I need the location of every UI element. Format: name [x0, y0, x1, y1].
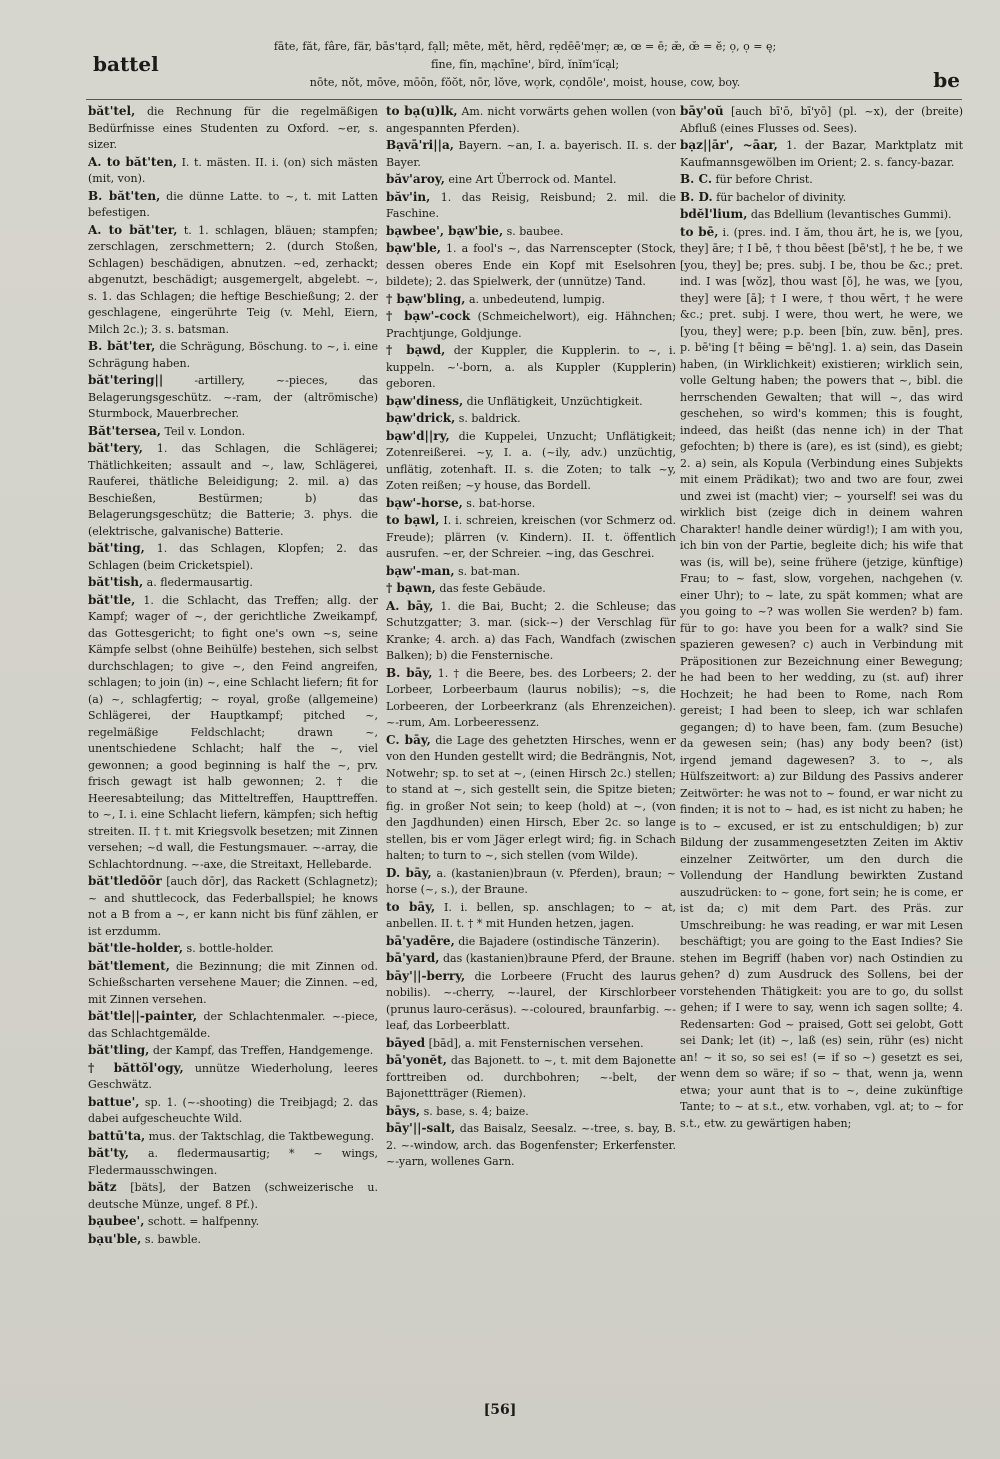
entry-definition: 1. † die Beere, bes. des Lorbeers; 2. der Lorbeer, Lorbeerbaum (laurus nobilis); ~s, die Lorbeeren, der Lorbeerkranz (als Ehrenzeichen). ~-rum, Am. Lorbeeressenz.	[386, 666, 676, 729]
entry-headword: bạw'-horse,	[386, 495, 463, 510]
entry-headword: bạubee',	[88, 1214, 145, 1228]
dictionary-entry	[88, 1128, 378, 1146]
entry-headword: bāys,	[386, 1103, 421, 1118]
entry-definition: [auch bī'ō, bī'yō] (pl. ~x), der (breite) Abfluß (eines Flusses od. Sees).	[680, 105, 963, 135]
dictionary-entry	[386, 1052, 676, 1103]
entry-definition: mus. der Taktschlag, die Taktbewegung.	[148, 1129, 375, 1143]
entry-definition: I. i. schreien, kreischen (vor Schmerz od. Freude); plärren (v. Kindern). II. t. öffentlich ausrufen. ~er, der Schreier. ~ing, das Geschrei.	[386, 514, 676, 560]
dictionary-entry	[386, 240, 676, 291]
entry-definition: 1. die Bai, Bucht; 2. die Schleuse; das Schutzgatter; 3. mar. (sick-~) der Verschlag für Kranke; 4. arch. a) das Fach, Wandfach (zwischen Balken); b) die Fensternische.	[386, 599, 676, 662]
dictionary-entry	[680, 171, 963, 189]
entry-headword: băt'tle,	[88, 592, 136, 607]
entry-headword: bāy'||-berry,	[386, 968, 466, 983]
column-left	[88, 103, 378, 1393]
entry-definition: [auch dōr], das Rackett (Schlagnetz); ~ and shuttlecock, das Federballspiel; he knows not a B from a ~, er kann nicht bis fünf zählen, er ist erzdumm.	[88, 875, 378, 938]
entry-definition: die Rechnung für die regelmäßigen Bedürfnisse eines Studenten zu Oxford. ~er, s. sizer.	[88, 105, 378, 151]
entry-headword: B. C.	[680, 172, 713, 186]
entry-headword: băv'aroy,	[386, 172, 445, 186]
dictionary-entry	[88, 1008, 378, 1042]
entry-headword: bạw'drick,	[386, 411, 456, 425]
dictionary-entry	[88, 1179, 378, 1213]
entry-definition: s. bat-horse.	[466, 496, 536, 510]
entry-definition: das (kastanien)braune Pferd, der Braune.	[442, 952, 676, 965]
entry-definition: (Schmeichelwort), eig. Hähnchen; Prachtjunge, Goldjunge.	[386, 310, 676, 340]
running-head-left: battel	[93, 52, 159, 76]
entry-definition: t. 1. schlagen, bläuen; stampfen; zerschlagen, zerschmettern; 2. (durch Stoßen, Schlagen) beschädigen, abnutzen. ~ed, zerhackt; abgenutzt, beschädigt; ausgemergelt, abgelebt. ~, s. 1. das Schlagen; die heftige Beschießung; 2. der geschlagene, eingerührte Teig (v. Mehl, Eiern, Milch 2c.); 3. s. batsman.	[88, 223, 378, 336]
entry-definition: 1. das Schlagen, die Schlägerei; Thätlichkeiten; assault and ~, law, Schlägerei, Rauferei, thätliche Beleidigung; 2. mil. a) das Beschießen, Bestürmen; b) das Belagerungsgeschütz; die Batterie; 3. phys. die (elektrische, galvanische) Batterie.	[88, 442, 378, 538]
dictionary-entry	[88, 1213, 378, 1231]
entry-definition: Am. nicht vorwärts gehen wollen (von angespannten Pferden).	[386, 105, 676, 135]
dictionary-entry	[386, 291, 676, 309]
dictionary-entry	[386, 580, 676, 598]
entry-definition: s. bat-man.	[458, 564, 520, 578]
entry-headword: bā'yadēre,	[386, 933, 455, 948]
dictionary-entry	[88, 423, 378, 441]
dictionary-entry	[386, 495, 676, 513]
dictionary-entry	[88, 1042, 378, 1060]
entry-headword: băt'tledōōr	[88, 874, 162, 888]
dictionary-entry	[88, 222, 378, 339]
dictionary-entry	[88, 574, 378, 592]
entry-headword: bătz	[88, 1180, 117, 1194]
entry-headword: băt'tling,	[88, 1043, 150, 1057]
pronunciation-key	[220, 38, 830, 92]
entry-definition: schott. = halfpenny.	[147, 1215, 260, 1228]
dictionary-entry	[386, 103, 676, 137]
dictionary-entry	[680, 189, 963, 207]
dictionary-entry	[680, 103, 963, 137]
dictionary-entry	[386, 732, 676, 865]
dictionary-entry	[386, 308, 676, 342]
entry-headword: Bạvā'ri||a,	[386, 138, 454, 152]
entry-headword: bạu'ble,	[88, 1231, 142, 1246]
dictionary-entry	[88, 188, 378, 222]
entry-headword: băv'in,	[386, 189, 431, 204]
entry-headword: bạw'diness,	[386, 393, 464, 408]
entry-definition: 1. a fool's ~, das Narrenscepter (Stock, dessen oberes Ende ein Kopf mit Eselsohren bildete); 2. das Spielwerk, der (unnütze) Tand.	[386, 242, 676, 288]
entry-definition: das feste Gebäude.	[439, 582, 546, 595]
dictionary-entry	[386, 137, 676, 171]
entry-headword: băt'tery,	[88, 441, 143, 455]
dictionary-entry	[88, 540, 378, 574]
entry-definition: das Baisalz, Seesalz. ~-tree, s. bay, B. 2. ~-window, arch. das Bogenfenster; Erkerfenster. ~-yarn, wollenes Garn.	[386, 1122, 676, 1168]
dictionary-entry	[88, 103, 378, 154]
dictionary-entry	[386, 598, 676, 665]
entry-definition: unnütze Wiederholung, leeres Geschwätz.	[88, 1061, 378, 1091]
dictionary-entry	[386, 189, 676, 223]
entry-definition: der Kuppler, die Kupplerin. to ~, i. kuppeln. ~'-born, a. als Kuppler (Kupplerin) geboren.	[386, 344, 676, 390]
dictionary-entry	[88, 958, 378, 1009]
entry-definition: die Lorbeere (Frucht des laurus nobilis). ~-cherry, ~-laurel, der Kirschlorbeer (prunus lauro-cerăsus). ~-coloured, braunfarbig. ~-leaf, das Lorbeerblatt.	[386, 969, 676, 1032]
entry-headword: bāyed	[386, 1035, 426, 1050]
entry-definition: die Kuppelei, Unzucht; Unflätigkeit; Zotenreißerei. ~y, I. a. (~ily, adv.) unzüchtig, unflätig, zotenhaft. II. s. die Zoten; to talk ~y, Zoten reißen; ~y house, das Bordell.	[386, 429, 676, 492]
dictionary-entry	[88, 1060, 378, 1094]
dictionary-entry	[386, 428, 676, 495]
entry-headword: bā'yard,	[386, 951, 440, 965]
pron-key-line-2: fīne, fĭn, mạchīne', bĩrd, ĭnĭm'ĭcạl;	[430, 58, 620, 71]
entry-headword: bạw'd||ry,	[386, 428, 450, 443]
entry-definition: das Bdellium (levantisches Gummi).	[750, 208, 952, 221]
dictionary-entry	[88, 873, 378, 940]
entry-definition: a. (kastanien)braun (v. Pferden), braun; ~ horse (~, s.), der Braune.	[386, 866, 676, 896]
dictionary-entry	[88, 372, 378, 423]
dictionary-entry	[88, 1145, 378, 1179]
entry-definition: Bayern. ~an, I. a. bayerisch. II. s. der Bayer.	[386, 139, 676, 169]
dictionary-entry	[386, 899, 676, 933]
entry-definition: die Unflätigkeit, Unzüchtigkeit.	[466, 394, 643, 408]
entry-definition: i. (pres. ind. I ăm, thou ărt, he is, we [you, they] āre; † I bē, † thou bēest [bē'st], † he be, † we [you, they] be; pres. subj. I be, thou be &c.; pret. ind. I was [wŏz], thou wast [ŏ], he was, we [you, they] were [ā]; † I were, † thou wērt, † he were &c.; pret. subj. I were, thou wert, he were, we [you, they] were; p.p. been [bĭn, zuw. bēn], pres. p. bē'ing [† bēing = bē'ng]. 1. a) sein, das Dasein haben, (in Wirklichkeit) existieren; wirklich sein, volle Geltung haben; the powers that ~, bibl. die herrschenden Gewalten; that will ~, das wird geschehen, so wird's kommen; this is fought, indeed, das heißt (das nenne ich) in der That gefochten; b) there is (are), es ist (sind), es giebt; 2. a) sein, als Kopula (Verbindung eines Subjekts mit einem Prädikat); two and two are four, zwei und zwei ist (macht) vier; ~ yourself! sei was du wirklich bist (zeige dich in deinem wahren Charakter! handle deiner würdig!); I am with you, ich bin von der Partie, begleite dich; his wife that was (is, will be), seine frühere (jetzige, künftige) Frau; to ~ fast, slow, vorgehen, nachgehen (v. einer Uhr); to ~ late, zu spät kommen; what are you going to ~? was wollen Sie werden? b) fam. für to go: have you been for a walk? sind Sie spazieren gewesen? c) auch in Verbindung mit Präpositionen zur Bezeichnung einer Bewegung; he had been to her wedding, zu (st. auf) ihrer Hochzeit; he had been to Rome, nach Rom gereist; I had been to sleep, ich war schlafen gegangen; d) to have been, fam. (zum Besuche) da gewesen sein; (has) any body been? (ist) irgend jemand dagewesen? 3. to ~, als Hülfszeitwort: a) zur Bildung des Passivs anderer Zeitwörter: he was not to ~ found, er war nicht zu finden; it is not to ~ had, es ist nicht zu haben; he is to ~ excused, er ist zu entschuldigen; b) zur Bildung der zusammengesetzten Zeiten im Aktiv einzelner Zeitwörter, um den durch die Vollendung der Handlung bewirkten Zustand auszudrücken: to ~ gone, fort sein; he is come, er ist da; c) mit dem Part. des Präs. zur Umschreibung: he was reading, er war mit Lesen beschäftigt; you are going to the East Indies? Sie stehen im Begriff (haben vor) nach Ostindien zu gehen? d) zum Ausdruck des Sollens, bei der vorstehenden Thätigkeit: you are to go, du sollst gehen; if I were to say, wenn ich sagen sollte; 4. Redensarten: God ~ praised, Gott sei gelobt, Gott sei Dank; let (it) ~, laß (es) sein, rühr (es) nicht an! ~ it so, so sei es! (= if so ~) gesetzt es sei, wenn dem so wäre; if so ~ that, wenn ja, wenn etwa; your aunt that is to ~, deine zukünftige Tante; to ~ at s.t., etw. vorhaben, vgl. at; to ~ for s.t., etw. zu gewärtigen haben;	[680, 225, 963, 1130]
entry-definition: das Bajonett. to ~, t. mit dem Bajonette forttreiben od. durchbohren; ~-belt, der Bajonettträger (Riemen).	[386, 1054, 676, 1100]
entry-definition: sp. 1. (~-shooting) die Treibjagd; 2. das dabei aufgescheuchte Wild.	[88, 1095, 378, 1125]
running-head-right: be	[933, 68, 960, 92]
column-right	[680, 103, 963, 1393]
entry-headword: to bạwl,	[386, 513, 440, 527]
entry-headword: bạz||ār', ~āar,	[680, 138, 778, 152]
entry-definition: I. t. mästen. II. i. (on) sich mästen (mit, von).	[88, 155, 378, 185]
entry-headword: băt'tle||-painter,	[88, 1009, 198, 1023]
entry-headword: C. bāy,	[386, 732, 431, 747]
entry-definition: die Bezinnung; die mit Zinnen od. Schießscharten versehene Mauer; die Zinnen. ~ed, mit Zinnen versehen.	[88, 959, 378, 1006]
entry-definition: a. unbedeutend, lumpig.	[468, 292, 606, 306]
entry-headword: † bạwd,	[386, 343, 446, 357]
column-middle	[386, 103, 676, 1393]
entry-definition: 1. die Schlacht, das Treffen; allg. der Kampf; wager of ~, der gerichtliche Zweikampf, das Gottesgericht; to fight one's own ~s, seine Kämpfe selbst (ohne Beihülfe) bestehen, sich selbst durchschlagen; to give ~, den Feind angreifen, schlagen; to join (in) ~, eine Schlacht liefern; fit for (a) ~, schlagfertig; ~ royal, große (allgemeine) Schlägerei, der Hauptkampf; pitched ~, regelmäßige Feldschlacht; drawn ~, unentschiedene Schlacht; half the ~, viel gewonnen; a good beginning is half the ~, prv. frisch gewagt ist halb gewonnen; 2. † die Heeresabteilung; das Mitteltreffen, Haupttreffen. to ~, I. i. eine Schlacht liefern, kämpfen; sich heftig streiten. II. † t. mit Kriegsvolk besetzen; mit Zinnen versehen; ~d wall, die Festungsmauer. ~-array, die Schlachtordnung. ~-axe, die Streitaxt, Hellebarde.	[88, 593, 378, 871]
entry-headword: † bạwn,	[386, 581, 436, 595]
dictionary-entry	[680, 137, 963, 171]
entry-definition: s. baldrick.	[458, 412, 521, 425]
entry-headword: A. to băt'ter,	[88, 222, 178, 237]
entry-definition: 1. das Reisig, Reisbund; 2. mil. die Faschine.	[386, 190, 676, 220]
entry-headword: bdĕl'lium,	[680, 207, 748, 221]
entry-definition: die Bajadere (ostindische Tänzerin).	[458, 934, 660, 948]
entry-headword: bā'yonĕt,	[386, 1053, 447, 1067]
entry-headword: băt'tish,	[88, 575, 144, 589]
entry-headword: bạw'-man,	[386, 563, 455, 578]
entry-definition: a. fledermausartig.	[146, 576, 253, 589]
entry-headword: A. to băt'ten,	[88, 154, 177, 169]
pron-key-line-3: nōte, nŏt, mōve, mōōn, fŏŏt, nōr, lŏve, wọrk, cọndōle', moist, house, cow, boy.	[309, 76, 741, 89]
entry-headword: băt'tel,	[88, 104, 136, 118]
entry-headword: to bē,	[680, 224, 719, 239]
entry-headword: băt'tering||	[88, 373, 164, 387]
entry-definition: 1. der Bazar, Marktplatz mit Kaufmannsgewölben im Orient; 2. s. fancy-bazar.	[680, 139, 963, 169]
entry-definition: a. fledermausartig; * ~ wings, Fledermausschwingen.	[88, 1147, 378, 1177]
dictionary-entry	[386, 410, 676, 428]
entry-headword: băt'tlement,	[88, 958, 170, 973]
entry-definition: für bachelor of divinity.	[716, 190, 847, 204]
entry-headword: bāy'||-salt,	[386, 1121, 456, 1135]
entry-headword: B. bāy,	[386, 665, 433, 680]
dictionary-entry	[386, 512, 676, 563]
header-rule	[86, 99, 962, 100]
dictionary-entry	[88, 154, 378, 188]
entry-definition: eine Art Überrock od. Mantel.	[448, 173, 617, 186]
entry-definition: die dünne Latte. to ~, t. mit Latten befestigen.	[88, 189, 378, 219]
dictionary-entry	[88, 338, 378, 372]
dictionary-entry	[386, 950, 676, 968]
entry-headword: B. băt'ten,	[88, 188, 161, 203]
entry-definition: [bād], a. mit Fensternischen versehen.	[428, 1036, 644, 1050]
entry-definition: s. bawble.	[144, 1232, 202, 1246]
pron-key-line-1: fāte, făt, fâre, fär, bās'tạrd, fạll; mēte, mĕt, hẽrd, rẹdēē'mẹr; æ, œ = ē; æ̆, œ̆ = ĕ; ọ, ọ = ę;	[273, 40, 777, 53]
entry-headword: † bạw'-cock	[386, 309, 471, 323]
entry-headword: † băttŏl'ogy,	[88, 1060, 184, 1075]
dictionary-entry	[386, 223, 676, 241]
entry-definition: für before Christ.	[715, 173, 813, 186]
entry-definition: s. base, s. 4; baize.	[423, 1104, 529, 1118]
entry-definition: s. bottle-holder.	[186, 942, 274, 955]
dictionary-entry	[680, 224, 963, 1133]
entry-headword: băt'tle-holder,	[88, 941, 184, 955]
dictionary-entry	[680, 206, 963, 224]
entry-definition: I. i. bellen, sp. anschlagen; to ~ at, anbellen. II. t. † * mit Hunden hetzen, jagen.	[386, 900, 676, 930]
entry-definition: der Kampf, das Treffen, Handgemenge.	[152, 1044, 374, 1057]
dictionary-entry	[386, 968, 676, 1035]
dictionary-entry	[386, 563, 676, 581]
dictionary-entry	[88, 592, 378, 874]
entry-definition: 1. das Schlagen, Klopfen; 2. das Schlagen (beim Cricketspiel).	[88, 542, 378, 572]
dictionary-entry	[386, 171, 676, 189]
entry-definition: die Schrägung, Böschung. to ~, i. eine Schrägung haben.	[88, 340, 378, 370]
dictionary-entry	[386, 1035, 676, 1053]
entry-headword: D. bāy,	[386, 865, 432, 880]
entry-definition: Teil v. London.	[164, 424, 246, 438]
dictionary-entry	[386, 865, 676, 899]
dictionary-entry	[386, 933, 676, 951]
entry-headword: bāy'oŭ	[680, 104, 724, 118]
dictionary-entry	[88, 440, 378, 540]
dictionary-entry	[386, 393, 676, 411]
entry-headword: bạwbee', bạw'bie,	[386, 223, 504, 238]
dictionary-entry	[88, 940, 378, 958]
entry-definition: s. baubee.	[506, 224, 564, 238]
entry-headword: to bạ(u)lk,	[386, 104, 458, 118]
entry-headword: battue',	[88, 1094, 140, 1109]
entry-headword: B. D.	[680, 189, 713, 204]
entry-definition: -artillery, ~-pieces, das Belagerungsgeschütz. ~-ram, der (altrömische) Sturmbock, Mauerbrecher.	[88, 374, 378, 420]
entry-definition: der Schlachtenmaler. ~-piece, das Schlachtgemälde.	[88, 1010, 378, 1040]
entry-headword: băt'ting,	[88, 541, 145, 555]
entry-headword: A. bāy,	[386, 598, 434, 613]
entry-definition: die Lage des gehetzten Hirsches, wenn er von den Hunden gestellt wird; die Bedrängnis, Not, Notwehr; sp. to set at ~, (einen Hirsch 2c.) stellen; to stand at ~, sich gestellt sein, die Spitze bieten; fig. in großer Not sein; to keep (hold) at ~, (von den Jagdhunden) einen Hirsch, Eber 2c. so lange stellen, bis er vom Jäger erlegt wird; fig. in Schach halten; to turn to ~, sich stellen (vom Wilde).	[386, 733, 676, 862]
dictionary-entry	[88, 1094, 378, 1128]
dictionary-entry	[386, 1120, 676, 1171]
entry-headword: to bāy,	[386, 899, 436, 914]
entry-headword: băt'ty,	[88, 1146, 129, 1160]
entry-headword: Băt'tersea,	[88, 423, 161, 438]
dictionary-entry	[386, 665, 676, 732]
entry-headword: battū'ta,	[88, 1128, 146, 1143]
dictionary-entry	[88, 1231, 378, 1249]
dictionary-entry	[386, 1103, 676, 1121]
entry-headword: † bạw'bling,	[386, 291, 466, 306]
entry-headword: bạw'ble,	[386, 241, 441, 255]
page-number: [56]	[483, 1402, 517, 1418]
dictionary-entry	[386, 342, 676, 393]
entry-definition: [bäts], der Batzen (schweizerische u. deutsche Münze, ungef. 8 Pf.).	[88, 1181, 378, 1211]
entry-headword: B. băt'ter,	[88, 339, 156, 353]
